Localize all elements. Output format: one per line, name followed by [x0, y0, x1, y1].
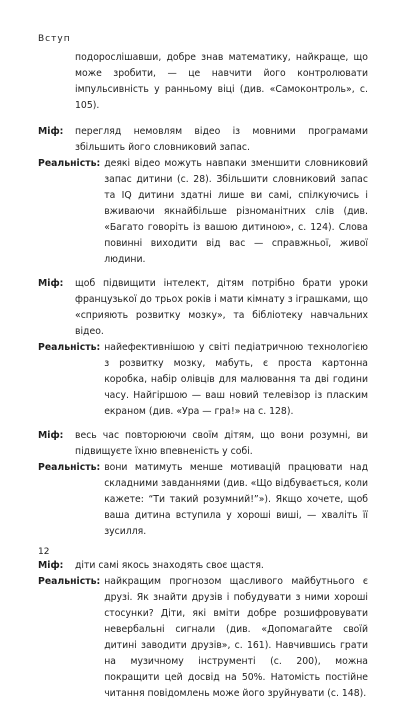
reality-text: найкращим прогнозом щасливого майбутнього є друзі. Як знайти друзів і побудувати з ними хороші стосунки? Діти, які вміти добре розшифровувати невербальні сигнали (див. «Допомагайте своїй дитині заводити друзів», с. 161). Навчившись грати на музичному інструменті (с. 200), можна покращити цей досвід на 50%. Натомість постійне читання повідомлень може його зруйнувати (с. 148).: [104, 576, 368, 699]
myth-line: [38, 276, 368, 340]
reality-line: [38, 574, 368, 702]
page-number: 12: [38, 547, 50, 557]
myth-line: [38, 124, 368, 156]
myth-line: [38, 558, 368, 574]
myth-reality-entry-1: [38, 124, 368, 268]
reality-label: Реальність:: [38, 342, 101, 353]
reality-text: найефективнішою у світі педіатричною технологією з розвитку мозку, мабуть, є проста картонна коробка, набір олівців для малювання та дві години часу. Найгіршою — ваш новий телевізор із пласким екраном (див. «Ура — гра!» на с. 128).: [104, 342, 368, 417]
myth-text: діти самі якось знаходять своє щастя.: [75, 560, 264, 571]
myth-reality-entry-4: [38, 558, 368, 702]
reality-line: [38, 340, 368, 420]
reality-label: Реальність:: [38, 576, 101, 587]
myth-text: щоб підвищити інтелект, дітям потрібно брати уроки французької до трьох років і мати кімнату з іграшками, що «сприяють розвитку мозку», та бібліотеку навчальних відео.: [75, 278, 368, 337]
page-body: [38, 50, 368, 710]
running-header: Вступ: [38, 34, 71, 44]
reality-label: Реальність:: [38, 462, 101, 473]
myth-text: перегляд немовлям відео із мовними програмами збільшить його словниковий запас.: [75, 126, 368, 153]
reality-line: [38, 460, 368, 540]
myth-label: Міф:: [38, 560, 64, 571]
myth-line: [38, 428, 368, 460]
reality-text: деякі відео можуть навпаки зменшити словниковий запас дитини (с. 28). Збільшити словниковий запас та IQ дитини здатні лише ви самі, спілкуючись і вживаючи якнайбільше різноманітних слів (див. «Багато говоріть із вашою дитиною», с. 124). Слова повинні виходити від вас — справжньої, живої людини.: [104, 158, 368, 265]
myth-label: Міф:: [38, 430, 64, 441]
myth-label: Міф:: [38, 126, 64, 137]
reality-label: Реальність:: [38, 158, 101, 169]
myth-reality-entry-2: [38, 276, 368, 420]
reality-line: [38, 156, 368, 268]
myth-text: весь час повторюючи своїм дітям, що вони розумні, ви підвищуєте їхню впевненість у собі.: [75, 430, 368, 457]
reality-text: вони матимуть менше мотивацій працювати над складними завданнями (див. «Що відбувається, коли кажете: “Ти такий розумний!”»). Якщо хочете, щоб ваша дитина вступила у хороші виші, — хваліть її зусилля.: [104, 462, 368, 537]
myth-reality-entry-3: [38, 428, 368, 540]
intro-paragraph: подорослішавши, добре знав математику, найкраще, що може зробити, — це навчити його контролювати імпульсивність у ранньому віці (див. «Самоконтроль», с. 105).: [75, 52, 368, 111]
myth-label: Міф:: [38, 278, 64, 289]
